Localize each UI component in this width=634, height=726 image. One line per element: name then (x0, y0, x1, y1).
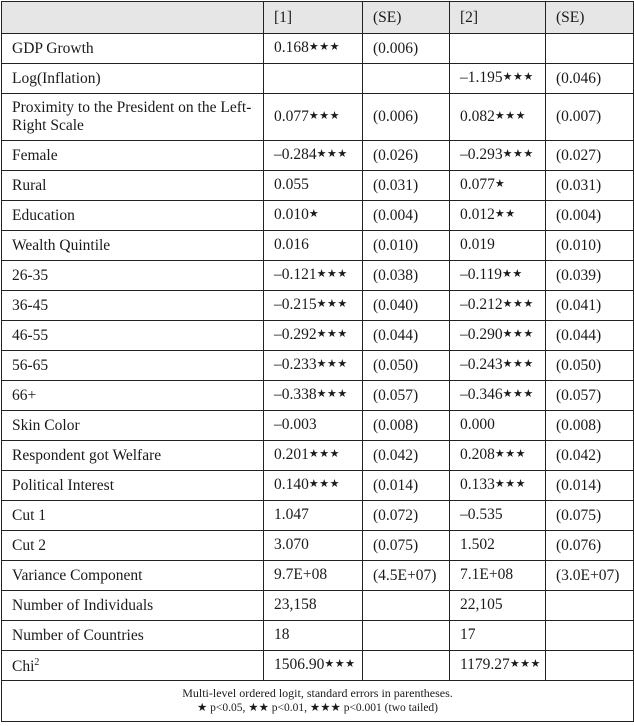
coefficient: 1.502 (460, 536, 495, 553)
table-row (2, 291, 634, 321)
standard-error: (0.031) (373, 176, 419, 194)
coefficient-cell (264, 501, 363, 531)
standard-error-cell (363, 501, 450, 531)
standard-error: (0.014) (373, 476, 419, 494)
standard-error: (0.075) (556, 506, 602, 524)
significance-stars: ★★ (494, 208, 516, 220)
footer-row (2, 681, 634, 722)
significance-stars: ★★★ (316, 268, 348, 280)
coefficient-cell (264, 141, 363, 171)
standard-error-cell (363, 651, 450, 681)
standard-error-cell (546, 321, 634, 351)
coefficient: 1179.27 (460, 656, 510, 673)
table-row (2, 351, 634, 381)
standard-error-cell (546, 141, 634, 171)
row-label (2, 34, 264, 64)
table-row (2, 501, 634, 531)
row-label (2, 201, 264, 231)
standard-error: (0.038) (373, 266, 419, 284)
standard-error-cell (363, 261, 450, 291)
coefficient: 18 (274, 626, 290, 643)
header-variable (2, 2, 264, 34)
standard-error: (0.006) (373, 108, 419, 125)
table-row (2, 471, 634, 501)
significance-stars: ★ (494, 178, 506, 190)
coefficient-cell (264, 231, 363, 261)
row-label-text: Variance Component (12, 566, 143, 584)
significance-stars: ★★★ (308, 109, 340, 122)
coefficient-cell (450, 321, 546, 351)
significance-stars: ★★★ (494, 478, 526, 490)
standard-error-cell (546, 34, 634, 64)
table-row (2, 321, 634, 351)
row-label-text: Number of Individuals (12, 596, 154, 614)
coefficient-cell (450, 621, 546, 651)
table-row (2, 64, 634, 94)
table-row (2, 381, 634, 411)
coefficient-cell (450, 531, 546, 561)
table-row (2, 231, 634, 261)
row-label (2, 381, 264, 411)
model-note: Multi-level ordered logit, standard errors in parentheses. (182, 686, 453, 700)
standard-error-cell (546, 94, 634, 141)
coefficient: 1.047 (274, 506, 309, 523)
standard-error-cell (546, 411, 634, 441)
standard-error-cell (546, 291, 634, 321)
table-row (2, 34, 634, 64)
significance-stars: ★ (308, 208, 320, 220)
row-label (2, 351, 264, 381)
standard-error: (0.031) (556, 176, 602, 194)
table-row (2, 411, 634, 441)
standard-error-cell (546, 651, 634, 681)
significance-stars: ★★★ (316, 148, 348, 160)
significance-stars: ★★★ (308, 448, 340, 460)
coefficient: 0.201 (274, 446, 309, 463)
standard-error: (0.026) (373, 146, 419, 164)
standard-error: (0.007) (556, 108, 602, 125)
coefficient-cell (264, 291, 363, 321)
coefficient: –0.233 (274, 356, 317, 373)
coefficient: –0.119 (460, 266, 503, 283)
row-label (2, 591, 264, 621)
coefficient-cell (450, 201, 546, 231)
significance-stars: ★★★ (502, 328, 534, 340)
coefficient-cell (264, 351, 363, 381)
table-row (2, 94, 634, 141)
row-label-text: 36-45 (12, 296, 49, 314)
coefficient: 0.012 (460, 206, 495, 223)
table-row (2, 621, 634, 651)
standard-error-cell (363, 231, 450, 261)
standard-error: (0.042) (373, 446, 419, 464)
coefficient-cell (450, 591, 546, 621)
row-label (2, 561, 264, 591)
header-se-2: (SE) (546, 2, 634, 34)
coefficient-cell (264, 561, 363, 591)
row-label (2, 171, 264, 201)
coefficient: –0.215 (274, 296, 317, 313)
coefficient-cell (264, 171, 363, 201)
table-row (2, 261, 634, 291)
row-label-text: Respondent got Welfare (12, 446, 162, 464)
significance-stars: ★★★ (308, 41, 340, 53)
coefficient-cell (264, 591, 363, 621)
standard-error-cell (363, 171, 450, 201)
coefficient-cell (264, 471, 363, 501)
standard-error: (0.004) (556, 206, 602, 224)
coefficient-cell (450, 501, 546, 531)
standard-error-cell (546, 501, 634, 531)
coefficient: –0.290 (460, 326, 503, 343)
coefficient-cell (450, 561, 546, 591)
coefficient: 0.077 (274, 107, 309, 125)
row-label (2, 651, 264, 681)
standard-error-cell (363, 591, 450, 621)
standard-error: (0.006) (373, 39, 419, 57)
coefficient: –0.284 (274, 146, 317, 163)
standard-error: (0.050) (556, 356, 602, 374)
row-label-text: Rural (12, 176, 47, 194)
standard-error: (0.041) (556, 296, 602, 314)
table-row (2, 651, 634, 681)
standard-error: (0.042) (556, 446, 602, 464)
standard-error-cell (546, 561, 634, 591)
row-label (2, 441, 264, 471)
standard-error-cell (363, 201, 450, 231)
table-row (2, 561, 634, 591)
standard-error-cell (363, 471, 450, 501)
standard-error: (4.5E+07) (373, 566, 437, 584)
row-label (2, 64, 264, 94)
row-label-text: Political Interest (12, 476, 115, 494)
standard-error-cell (546, 64, 634, 94)
standard-error-cell (546, 381, 634, 411)
standard-error-cell (363, 381, 450, 411)
row-label (2, 321, 264, 351)
coefficient: –0.338 (274, 386, 317, 403)
coefficient: 0.082 (460, 107, 495, 125)
standard-error-cell (363, 94, 450, 141)
coefficient-cell (264, 321, 363, 351)
standard-error: (0.046) (556, 69, 602, 87)
coefficient: 23,158 (274, 596, 317, 613)
coefficient: 0.016 (274, 236, 309, 253)
standard-error: (0.057) (556, 386, 602, 404)
coefficient: –0.535 (460, 506, 503, 523)
table-row (2, 591, 634, 621)
coefficient: 0.208 (460, 446, 495, 463)
significance-stars: ★★★ (502, 71, 534, 83)
significance-stars: ★★★ (494, 448, 526, 460)
coefficient-cell (264, 94, 363, 141)
standard-error-cell (363, 351, 450, 381)
coefficient-cell (450, 231, 546, 261)
coefficient-cell (450, 291, 546, 321)
standard-error-cell (363, 441, 450, 471)
header-model-1: [1] (264, 2, 363, 34)
standard-error: (0.004) (373, 206, 419, 224)
coefficient-cell (450, 351, 546, 381)
row-label-text: Proximity to the President on the Left-Right Scale (12, 99, 252, 134)
coefficient-cell (450, 651, 546, 681)
table-row (2, 141, 634, 171)
coefficient: –0.121 (274, 266, 317, 283)
standard-error-cell (546, 531, 634, 561)
coefficient: –0.212 (460, 296, 503, 313)
standard-error-cell (363, 64, 450, 94)
coefficient-cell (450, 261, 546, 291)
coefficient-cell (264, 531, 363, 561)
row-label-text: Wealth Quintile (12, 236, 111, 254)
table-row (2, 441, 634, 471)
standard-error-cell (546, 351, 634, 381)
standard-error: (0.027) (556, 146, 602, 164)
coefficient-cell (264, 261, 363, 291)
row-label (2, 501, 264, 531)
coefficient: 7.1E+08 (460, 566, 514, 583)
significance-stars: ★★★ (502, 358, 534, 370)
coefficient-cell (450, 471, 546, 501)
significance-stars: ★★★ (502, 148, 534, 160)
coefficient: 0.000 (460, 416, 495, 433)
standard-error: (0.044) (373, 326, 419, 344)
coefficient-cell (450, 171, 546, 201)
standard-error: (0.076) (556, 536, 602, 554)
table-row (2, 201, 634, 231)
row-label-text: 26-35 (12, 266, 49, 284)
table-notes (2, 681, 634, 722)
standard-error-cell (363, 621, 450, 651)
header-se-1: (SE) (363, 2, 450, 34)
standard-error-cell (546, 231, 634, 261)
coefficient-cell (264, 34, 363, 64)
table-row (2, 171, 634, 201)
coefficient-cell (450, 64, 546, 94)
significance-stars: ★★★ (502, 298, 534, 310)
row-label-text: Chi (12, 658, 35, 676)
coefficient-cell (450, 34, 546, 64)
coefficient: –0.293 (460, 146, 503, 163)
row-label-text: Number of Countries (12, 626, 144, 644)
coefficient: 0.077 (460, 176, 495, 193)
row-label-text: GDP Growth (12, 39, 94, 57)
standard-error: (0.044) (556, 326, 602, 344)
coefficient-cell (450, 441, 546, 471)
coefficient-cell (450, 94, 546, 141)
standard-error-cell (546, 591, 634, 621)
row-label-text: 66+ (12, 386, 37, 404)
row-label (2, 471, 264, 501)
coefficient: –0.243 (460, 356, 503, 373)
coefficient-cell (264, 441, 363, 471)
coefficient-cell (450, 381, 546, 411)
row-label-text: Log(Inflation) (12, 69, 101, 87)
coefficient: –1.195 (460, 69, 503, 86)
significance-stars: ★★★ (509, 658, 541, 670)
coefficient: –0.292 (274, 326, 317, 343)
regression-table (1, 1, 634, 722)
significance-stars: ★★★ (324, 658, 356, 670)
standard-error: (0.072) (373, 506, 419, 524)
standard-error-cell (363, 141, 450, 171)
row-label-text: 46-55 (12, 326, 49, 344)
significance-stars: ★★★ (308, 478, 340, 490)
row-label-text: Skin Color (12, 416, 80, 434)
significance-stars: ★★ (502, 268, 523, 280)
standard-error-cell (546, 441, 634, 471)
row-label (2, 411, 264, 441)
standard-error: (0.075) (373, 536, 419, 554)
coefficient: –0.003 (274, 416, 317, 433)
significance-stars: ★★★ (316, 328, 348, 340)
significance-stars: ★★★ (316, 358, 348, 370)
coefficient: 0.140 (274, 476, 309, 493)
significance-stars: ★★★ (494, 109, 526, 122)
row-label (2, 261, 264, 291)
standard-error-cell (546, 621, 634, 651)
row-label-text: 56-65 (12, 356, 49, 374)
row-label (2, 621, 264, 651)
coefficient-cell (264, 411, 363, 441)
row-label-text: Female (12, 146, 58, 164)
standard-error-cell (363, 561, 450, 591)
standard-error: (0.008) (373, 416, 419, 434)
significance-stars: ★★★ (502, 388, 534, 400)
standard-error: (0.010) (556, 236, 602, 254)
row-label (2, 531, 264, 561)
coefficient-cell (264, 621, 363, 651)
row-label-text: Cut 1 (12, 506, 47, 524)
significance-legend: ★ p<0.05, ★★ p<0.01, ★★★ p<0.001 (two tailed) (196, 702, 439, 714)
standard-error-cell (363, 34, 450, 64)
coefficient: 0.055 (274, 176, 309, 193)
coefficient-cell (264, 651, 363, 681)
significance-stars: ★★★ (316, 388, 348, 400)
coefficient-cell (264, 381, 363, 411)
coefficient: 1506.90 (274, 656, 325, 673)
coefficient: 9.7E+08 (274, 566, 328, 583)
standard-error: (3.0E+07) (556, 566, 620, 584)
row-label (2, 291, 264, 321)
standard-error-cell (363, 291, 450, 321)
standard-error: (0.040) (373, 296, 419, 314)
standard-error-cell (546, 201, 634, 231)
row-label (2, 94, 264, 141)
standard-error-cell (546, 261, 634, 291)
coefficient: 0.168 (274, 39, 309, 56)
coefficient: –0.346 (460, 386, 503, 403)
coefficient-cell (264, 201, 363, 231)
standard-error-cell (363, 321, 450, 351)
coefficient-cell (450, 141, 546, 171)
standard-error: (0.050) (373, 356, 419, 374)
standard-error: (0.039) (556, 266, 602, 284)
coefficient: 22,105 (460, 596, 503, 613)
table-row (2, 531, 634, 561)
coefficient: 3.070 (274, 536, 309, 553)
row-label (2, 141, 264, 171)
coefficient: 0.010 (274, 206, 309, 223)
row-label-text: Cut 2 (12, 536, 47, 554)
row-label (2, 231, 264, 261)
standard-error: (0.010) (373, 236, 419, 254)
standard-error-cell (363, 531, 450, 561)
coefficient: 0.133 (460, 476, 495, 493)
standard-error: (0.014) (556, 476, 602, 494)
row-label-text: Education (12, 206, 75, 224)
standard-error-cell (546, 471, 634, 501)
coefficient: 17 (460, 626, 476, 643)
header-model-2: [2] (450, 2, 546, 34)
standard-error-cell (546, 171, 634, 201)
coefficient-cell (264, 64, 363, 94)
header-row (2, 2, 634, 34)
standard-error-cell (363, 411, 450, 441)
coefficient-cell (450, 411, 546, 441)
standard-error: (0.008) (556, 416, 602, 434)
superscript: 2 (34, 657, 40, 669)
significance-stars: ★★★ (316, 298, 348, 310)
coefficient: 0.019 (460, 236, 495, 253)
standard-error: (0.057) (373, 386, 419, 404)
